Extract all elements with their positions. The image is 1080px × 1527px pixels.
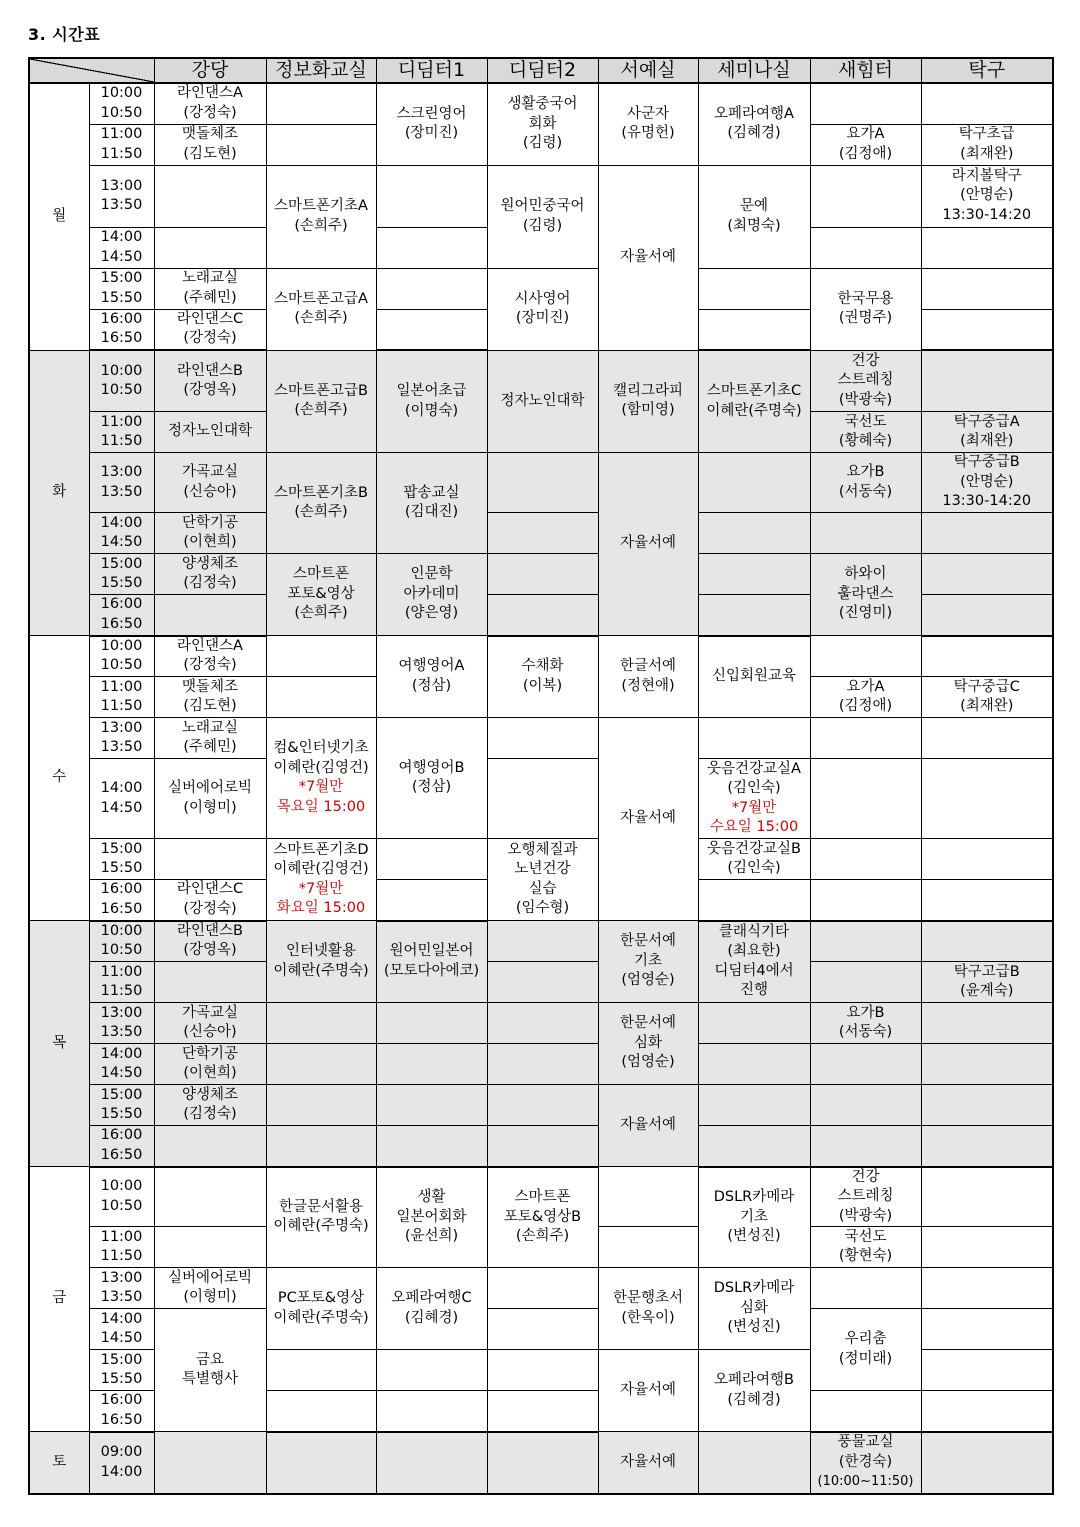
class-cell: 인터넷활용 이혜란(주명숙): [266, 921, 376, 1003]
time-slot: 16:00 16:50: [89, 309, 154, 350]
empty-cell: [487, 1350, 598, 1391]
class-cell: 우리춤 (정미래): [810, 1309, 921, 1391]
class-cell: 자율서예: [598, 718, 698, 921]
empty-cell: [921, 1003, 1053, 1044]
class-cell: 자율서예: [598, 1350, 698, 1432]
class-cell: 금요 특별행사: [154, 1309, 266, 1432]
time-slot: 13:00 13:50: [89, 453, 154, 513]
class-cell: 건강 스트레칭 (박광숙): [810, 1167, 921, 1227]
empty-cell: [266, 1350, 376, 1391]
class-cell: 스마트폰고급B (손희주): [266, 350, 376, 453]
class-cell: 실버에어로빅 (이형미): [154, 1268, 266, 1309]
time-slot: 14:00 14:50: [89, 513, 154, 554]
class-cell: 라인댄스A (강정숙): [154, 636, 266, 677]
class-cell: 요가A (김정애): [810, 677, 921, 718]
empty-cell: [376, 880, 487, 921]
class-cell: 오페라여행A (김혜경): [698, 83, 810, 165]
class-cell: 원어민중국어 (김령): [487, 165, 598, 268]
class-cell: 탁구중급B (안명순) 13:30-14:20: [921, 453, 1053, 513]
day-label: 화: [29, 350, 89, 636]
class-cell: 탁구중급A (최재완): [921, 412, 1053, 453]
empty-cell: [376, 227, 487, 268]
empty-cell: [154, 1167, 266, 1227]
class-cell: 스크린영어 (장미진): [376, 83, 487, 165]
class-cell: 오페라여행C (김혜경): [376, 1268, 487, 1350]
empty-cell: [266, 1085, 376, 1126]
class-cell: 웃음건강교실B (김인숙): [698, 839, 810, 880]
empty-cell: [376, 839, 487, 880]
time-slot: 11:00 11:50: [89, 677, 154, 718]
time-slot: 14:00 14:50: [89, 227, 154, 268]
class-cell: 수채화 (이복): [487, 636, 598, 718]
class-cell: 스마트폰 포토&영상B (손희주): [487, 1167, 598, 1268]
class-cell: 스마트폰 포토&영상 (손희주): [266, 554, 376, 636]
empty-cell: [266, 124, 376, 165]
empty-cell: [266, 636, 376, 677]
empty-cell: [487, 1126, 598, 1167]
class-cell: 탁구초급 (최재완): [921, 124, 1053, 165]
time-slot: 16:00 16:50: [89, 1126, 154, 1167]
class-cell: 스마트폰기초B (손희주): [266, 453, 376, 554]
class-cell: 스마트폰기초C 이혜란(주명숙): [698, 350, 810, 453]
empty-cell: [921, 268, 1053, 309]
time-slot: 13:00 13:50: [89, 1003, 154, 1044]
time-slot: 10:00 10:50: [89, 1167, 154, 1227]
class-cell: 신입회원교육: [698, 636, 810, 718]
class-cell: 원어민일본어 (모토다아에코): [376, 921, 487, 1003]
empty-cell: [487, 1044, 598, 1085]
time-slot: 10:00 10:50: [89, 83, 154, 124]
empty-cell: [921, 554, 1053, 595]
class-cell: 풍물교실 (한경숙) (10:00~11:50): [810, 1432, 921, 1494]
empty-cell: [698, 1044, 810, 1085]
empty-cell: [266, 1432, 376, 1494]
col-saehimteo: 새힘터: [810, 58, 921, 83]
empty-cell: [487, 1432, 598, 1494]
class-cell: 컴&인터넷기초 이혜란(김영건) *7월만 목요일 15:00: [266, 718, 376, 839]
time-slot: 14:00 14:50: [89, 1309, 154, 1350]
day-label: 금: [29, 1167, 89, 1432]
empty-cell: [487, 1268, 598, 1309]
time-slot: 15:00 15:50: [89, 268, 154, 309]
class-cell: 라인댄스C (강정숙): [154, 309, 266, 350]
class-cell: 한문서예 기초 (엄영순): [598, 921, 698, 1003]
class-cell: 라지볼탁구 (안명순) 13:30-14:20: [921, 165, 1053, 227]
time-slot: 14:00 14:50: [89, 759, 154, 839]
time-slot: 09:00 14:00: [89, 1432, 154, 1494]
corner-cell: [29, 58, 154, 83]
empty-cell: [921, 513, 1053, 554]
class-cell: 한글서예 (정현애): [598, 636, 698, 718]
time-slot: 10:00 10:50: [89, 921, 154, 962]
empty-cell: [376, 309, 487, 350]
class-cell: 가곡교실 (신승아): [154, 453, 266, 513]
empty-cell: [487, 1003, 598, 1044]
empty-cell: [921, 759, 1053, 839]
col-seminar-room: 세미나실: [698, 58, 810, 83]
class-cell: 스마트폰기초A (손희주): [266, 165, 376, 268]
empty-cell: [921, 83, 1053, 124]
empty-cell: [487, 1309, 598, 1350]
empty-cell: [810, 718, 921, 759]
empty-cell: [921, 839, 1053, 880]
time-slot: 15:00 15:50: [89, 1350, 154, 1391]
empty-cell: [266, 1044, 376, 1085]
time-slot: 11:00 11:50: [89, 412, 154, 453]
empty-cell: [487, 1391, 598, 1432]
empty-cell: [376, 165, 487, 227]
empty-cell: [810, 839, 921, 880]
class-cell: 요가B (서동숙): [810, 1003, 921, 1044]
class-cell: DSLR카메라 심화 (변성진): [698, 1268, 810, 1350]
day-label: 월: [29, 83, 89, 350]
class-cell: 실버에어로빅 (이형미): [154, 759, 266, 839]
class-cell: 가곡교실 (신승아): [154, 1003, 266, 1044]
empty-cell: [921, 880, 1053, 921]
empty-cell: [266, 1391, 376, 1432]
class-cell: 생활 일본어회화 (윤선희): [376, 1167, 487, 1268]
class-cell: 단학기공 (이현희): [154, 1044, 266, 1085]
empty-cell: [810, 636, 921, 677]
time-slot: 15:00 15:50: [89, 1085, 154, 1126]
empty-cell: [376, 1044, 487, 1085]
empty-cell: [810, 962, 921, 1003]
class-cell: 탁구고급B (윤계숙): [921, 962, 1053, 1003]
empty-cell: [376, 1085, 487, 1126]
empty-cell: [154, 1432, 266, 1494]
empty-cell: [487, 962, 598, 1003]
class-cell: 팝송교실 (김대진): [376, 453, 487, 554]
class-cell: 라인댄스A (강정숙): [154, 83, 266, 124]
empty-cell: [154, 1227, 266, 1268]
empty-cell: [810, 1391, 921, 1432]
time-slot: 10:00 10:50: [89, 350, 154, 412]
class-cell: 단학기공 (이현희): [154, 513, 266, 554]
empty-cell: [698, 718, 810, 759]
class-cell: 생활중국어 회화 (김령): [487, 83, 598, 165]
time-slot: 14:00 14:50: [89, 1044, 154, 1085]
class-cell: 자율서예: [598, 453, 698, 636]
class-cell: 정자노인대학: [487, 350, 598, 453]
time-slot: 16:00 16:50: [89, 595, 154, 636]
time-slot: 15:00 15:50: [89, 554, 154, 595]
empty-cell: [487, 759, 598, 839]
col-didimteo-1: 디딤터1: [376, 58, 487, 83]
empty-cell: [154, 227, 266, 268]
day-label: 수: [29, 636, 89, 921]
time-slot: 13:00 13:50: [89, 165, 154, 227]
empty-cell: [921, 1085, 1053, 1126]
empty-cell: [487, 595, 598, 636]
class-cell: 양생체조 (김정숙): [154, 1085, 266, 1126]
empty-cell: [698, 309, 810, 350]
empty-cell: [810, 759, 921, 839]
class-cell: 웃음건강교실A (김인숙) *7월만 수요일 15:00: [698, 759, 810, 839]
empty-cell: [154, 165, 266, 227]
empty-cell: [921, 227, 1053, 268]
class-cell: PC포토&영상 이혜란(주명숙): [266, 1268, 376, 1350]
empty-cell: [487, 921, 598, 962]
empty-cell: [921, 1044, 1053, 1085]
time-slot: 11:00 11:50: [89, 962, 154, 1003]
class-cell: 정자노인대학: [154, 412, 266, 453]
empty-cell: [698, 513, 810, 554]
class-cell: 라인댄스B (강영옥): [154, 350, 266, 412]
empty-cell: [376, 1003, 487, 1044]
empty-cell: [921, 1432, 1053, 1494]
class-cell: 자율서예: [598, 1432, 698, 1494]
col-calligraphy-room: 서예실: [598, 58, 698, 83]
time-slot: 11:00 11:50: [89, 1227, 154, 1268]
class-cell: 양생체조 (김정숙): [154, 554, 266, 595]
empty-cell: [810, 880, 921, 921]
empty-cell: [698, 1432, 810, 1494]
empty-cell: [154, 839, 266, 880]
class-cell: 요가B (서동숙): [810, 453, 921, 513]
empty-cell: [376, 268, 487, 309]
empty-cell: [376, 1126, 487, 1167]
col-table-tennis: 탁구: [921, 58, 1053, 83]
empty-cell: [810, 1126, 921, 1167]
empty-cell: [487, 1085, 598, 1126]
empty-cell: [154, 962, 266, 1003]
col-didimteo-2: 디딤터2: [487, 58, 598, 83]
class-cell: 라인댄스B (강영옥): [154, 921, 266, 962]
class-cell: 자율서예: [598, 1085, 698, 1167]
empty-cell: [810, 1268, 921, 1309]
empty-cell: [921, 1167, 1053, 1227]
class-cell: 국선도 (황현숙): [810, 1227, 921, 1268]
timetable: [28, 57, 1054, 1495]
time-slot: 10:00 10:50: [89, 636, 154, 677]
empty-cell: [376, 1432, 487, 1494]
class-cell: 여행영어B (정삼): [376, 718, 487, 839]
col-auditorium: 강당: [154, 58, 266, 83]
class-cell: 문예 (최명숙): [698, 165, 810, 268]
class-cell: 맷돌체조 (김도현): [154, 677, 266, 718]
empty-cell: [376, 1391, 487, 1432]
class-cell: 라인댄스C (강정숙): [154, 880, 266, 921]
class-cell: DSLR카메라 기초 (변성진): [698, 1167, 810, 1268]
empty-cell: [921, 636, 1053, 677]
empty-cell: [810, 921, 921, 962]
class-cell: 노래교실 (주혜민): [154, 268, 266, 309]
class-cell: 맷돌체조 (김도현): [154, 124, 266, 165]
empty-cell: [921, 595, 1053, 636]
class-cell: 오행체질과 노년건강 실습 (임수형): [487, 839, 598, 921]
class-cell: 오페라여행B (김혜경): [698, 1350, 810, 1432]
empty-cell: [266, 1126, 376, 1167]
class-cell: 건강 스트레칭 (박광숙): [810, 350, 921, 412]
class-cell: 자율서예: [598, 165, 698, 350]
empty-cell: [698, 1003, 810, 1044]
col-info-room: 정보화교실: [266, 58, 376, 83]
class-cell: 클래식기타 (최요한) 디딤터4에서 진행: [698, 921, 810, 1003]
time-slot: 16:00 16:50: [89, 1391, 154, 1432]
empty-cell: [487, 554, 598, 595]
class-cell: 국선도 (황혜숙): [810, 412, 921, 453]
empty-cell: [154, 595, 266, 636]
time-slot: 15:00 15:50: [89, 839, 154, 880]
class-cell: 캘리그라피 (함미영): [598, 350, 698, 453]
time-slot: 13:00 13:50: [89, 718, 154, 759]
class-cell: 여행영어A (정삼): [376, 636, 487, 718]
class-cell: 탁구중급C (최재완): [921, 677, 1053, 718]
empty-cell: [266, 677, 376, 718]
class-cell: 한문서예 심화 (엄영순): [598, 1003, 698, 1085]
day-label: 목: [29, 921, 89, 1167]
empty-cell: [921, 1227, 1053, 1268]
empty-cell: [598, 1167, 698, 1227]
section-heading: 3. 시간표: [28, 25, 101, 44]
empty-cell: [921, 1126, 1053, 1167]
empty-cell: [698, 595, 810, 636]
class-cell: 한국무용 (권명주): [810, 268, 921, 350]
class-cell: 인문학 아카데미 (양은영): [376, 554, 487, 636]
time-slot: 11:00 11:50: [89, 124, 154, 165]
empty-cell: [487, 718, 598, 759]
class-cell: 사군자 (유명헌): [598, 83, 698, 165]
class-cell: 스마트폰기초D 이혜란(김영건) *7월만 화요일 15:00: [266, 839, 376, 921]
header-row: [29, 58, 1053, 83]
empty-cell: [698, 1126, 810, 1167]
time-slot: 16:00 16:50: [89, 880, 154, 921]
empty-cell: [487, 453, 598, 513]
empty-cell: [921, 1391, 1053, 1432]
class-cell: 한글문서활용 이혜란(주명숙): [266, 1167, 376, 1268]
empty-cell: [266, 1003, 376, 1044]
class-cell: 일본어초급 (이명숙): [376, 350, 487, 453]
empty-cell: [598, 1227, 698, 1268]
empty-cell: [698, 554, 810, 595]
empty-cell: [266, 83, 376, 124]
empty-cell: [698, 880, 810, 921]
empty-cell: [810, 513, 921, 554]
empty-cell: [698, 1085, 810, 1126]
empty-cell: [154, 1126, 266, 1167]
empty-cell: [376, 1350, 487, 1391]
class-cell: 노래교실 (주혜민): [154, 718, 266, 759]
empty-cell: [921, 921, 1053, 962]
empty-cell: [698, 268, 810, 309]
empty-cell: [487, 513, 598, 554]
empty-cell: [810, 1044, 921, 1085]
empty-cell: [921, 1309, 1053, 1350]
empty-cell: [810, 165, 921, 227]
empty-cell: [921, 309, 1053, 350]
day-label: 토: [29, 1432, 89, 1494]
empty-cell: [810, 83, 921, 124]
empty-cell: [921, 718, 1053, 759]
class-cell: 요가A (김정애): [810, 124, 921, 165]
empty-cell: [921, 350, 1053, 412]
class-cell: 시사영어 (장미진): [487, 268, 598, 350]
empty-cell: [921, 1350, 1053, 1391]
class-cell: 한문행초서 (한옥이): [598, 1268, 698, 1350]
time-slot: 13:00 13:50: [89, 1268, 154, 1309]
empty-cell: [698, 453, 810, 513]
class-cell: 스마트폰고급A (손희주): [266, 268, 376, 350]
class-cell: 하와이 훌라댄스 (진영미): [810, 554, 921, 636]
empty-cell: [921, 1268, 1053, 1309]
empty-cell: [810, 1085, 921, 1126]
empty-cell: [810, 227, 921, 268]
